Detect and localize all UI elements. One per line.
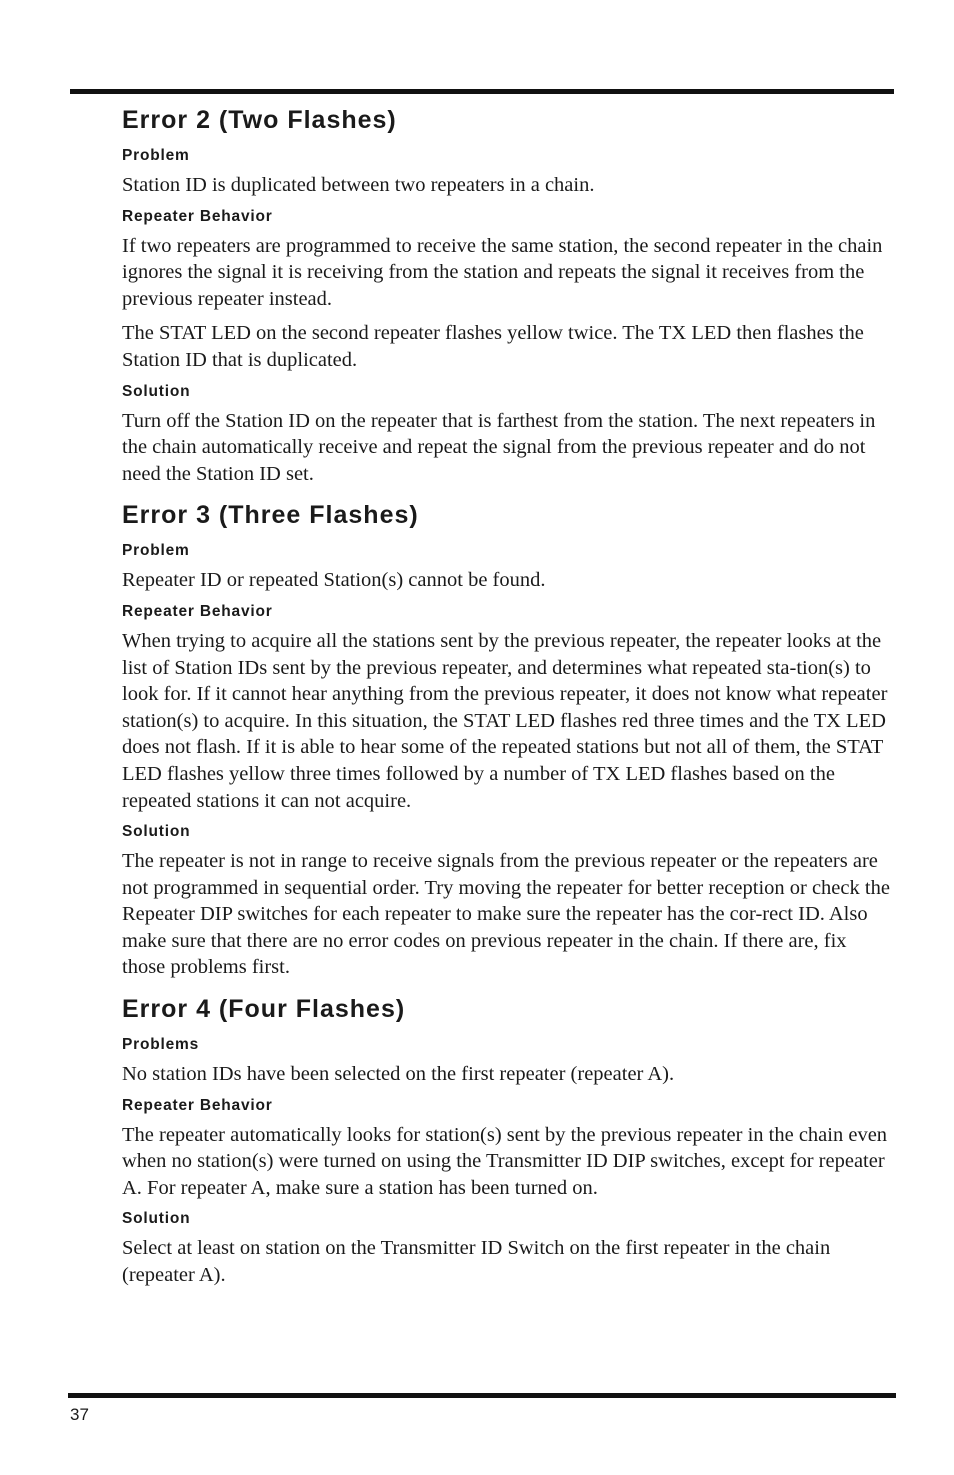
behavior-heading: Repeater Behavior bbox=[122, 602, 273, 620]
solution-text: Select at least on station on the Transmitter ID Switch on the first repeater in the chain (repeater A). bbox=[122, 1237, 831, 1287]
section-error-4 bbox=[122, 993, 892, 1289]
page-number: 37 bbox=[70, 1405, 89, 1424]
section-title: Error 2 (Two Flashes) bbox=[122, 106, 397, 134]
solution-text: Turn off the Station ID on the repeater that is farthest from the station. The next repeaters in the chain automatically receive and repeat the signal from the previous repeater and do not need the Station ID set. bbox=[122, 409, 876, 485]
problem-text: No station IDs have been selected on the first repeater (repeater A). bbox=[122, 1063, 675, 1086]
behavior-heading: Repeater Behavior bbox=[122, 1096, 273, 1114]
problem-text: Repeater ID or repeated Station(s) cannot be found. bbox=[122, 569, 546, 592]
problem-text: Station ID is duplicated between two repeaters in a chain. bbox=[122, 174, 595, 196]
solution-heading: Solution bbox=[122, 382, 191, 400]
behavior-text: The repeater automatically looks for station(s) sent by the previous repeater in the chain even when no station(s) were turned on using the Transmitter ID DIP switches, except for repeater A. For repeater A, make sure a station has been turned on. bbox=[122, 1123, 888, 1199]
behavior-text: The STAT LED on the second repeater flashes yellow twice. The TX LED then flashes the Station ID that is duplicated. bbox=[122, 322, 864, 371]
behavior-text: If two repeaters are programmed to receive the same station, the second repeater in the chain ignores the signal it is receiving from the station and repeats the signal it receives from the previous repeater instead. bbox=[122, 234, 883, 310]
solution-text: The repeater is not in range to receive signals from the previous repeater or the repeaters are not programmed in sequential order. Try moving the repeater for better reception or check the Repeater DIP switches for each repeater to make sure the repeater has the cor-rect ID. Also make sure that there are no error codes on previous repeater in the chain. If there are, fix those problems first. bbox=[122, 850, 890, 979]
page-content bbox=[122, 104, 892, 1297]
solution-heading: Solution bbox=[122, 1210, 191, 1228]
bottom-rule bbox=[68, 1393, 896, 1398]
section-error-2 bbox=[122, 104, 892, 487]
behavior-text: When trying to acquire all the stations sent by the previous repeater, the repeater looks at the list of Station IDs sent by the previous repeater, and determines what repeated sta-tion(s) to look for. If it cannot hear anything from the previous repeater, it does not know what repeater station(s) to acquire. In this situation, the STAT LED flashes red three times and the TX LED does not flash. If it is able to hear some of the repeated stations but not all of them, the STAT LED flashes yellow three times followed by a number of TX LED flashes based on the repeated stations it can not acquire. bbox=[122, 629, 888, 812]
problem-heading: Problems bbox=[122, 1036, 200, 1054]
problem-heading: Problem bbox=[122, 542, 190, 560]
problem-heading: Problem bbox=[122, 147, 190, 164]
behavior-heading: Repeater Behavior bbox=[122, 207, 273, 225]
top-rule bbox=[70, 89, 894, 94]
solution-heading: Solution bbox=[122, 823, 191, 841]
section-title: Error 4 (Four Flashes) bbox=[122, 995, 406, 1024]
section-title: Error 3 (Three Flashes) bbox=[122, 501, 419, 530]
section-error-3 bbox=[122, 499, 892, 981]
